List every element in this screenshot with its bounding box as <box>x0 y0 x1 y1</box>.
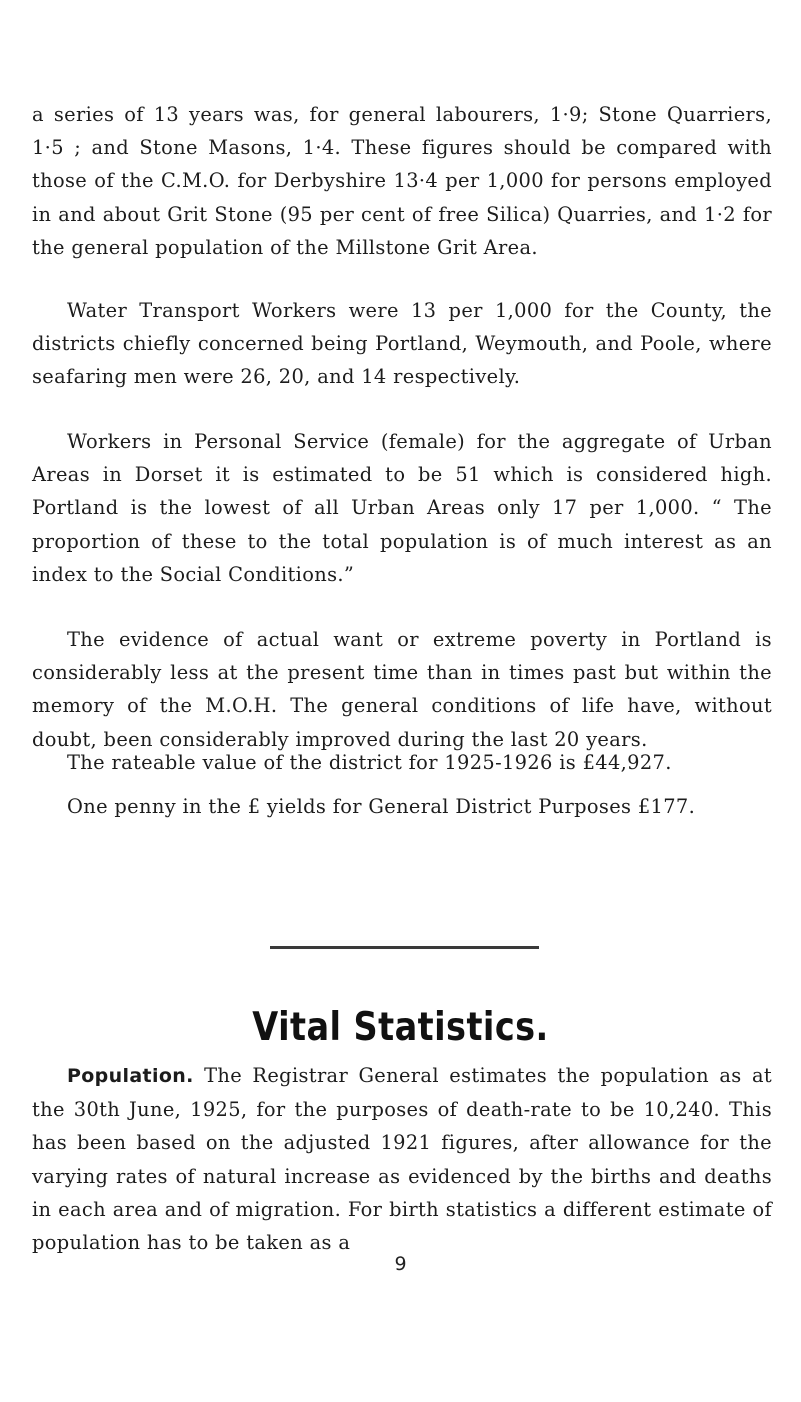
page-number: 9 <box>394 1253 407 1275</box>
paragraph-penny-rate: One penny in the £ yields for General District Purposes £177. <box>67 795 696 818</box>
paragraph-water-transport: Water Transport Workers were 13 per 1,000 for the County, the districts chiefly concerned being Portland, Weymouth, and Poole, where seafaring men were 26, 20, and 14 respectively. <box>32 299 772 389</box>
paragraph-population <box>32 1059 772 1259</box>
paragraph-mortality-rates: a series of 13 years was, for general labourers, 1·9; Stone Quarriers, 1·5 ; and Stone Masons, 1·4. These figures should be compared with those of the C.M.O. for Derbyshire 13·4 per 1,000 for persons employed in and about Grit Stone (95 per cent of free Silica) Quarries, and 1·2 for the general population of the Millstone Grit Area. <box>32 103 772 259</box>
paragraph-poverty: The evidence of actual want or extreme poverty in Portland is considerably less at the present time than in times past but within the memory of the M.O.H. The general conditions of life have, without doubt, been considerably improved during the last 20 years. <box>32 628 772 751</box>
section-heading: Vital Statistics. <box>252 1005 549 1050</box>
paragraph-rateable-value: The rateable value of the district for 1925-1926 is £44,927. <box>67 751 672 774</box>
section-divider-rule <box>270 946 539 949</box>
paragraph-personal-service: Workers in Personal Service (female) for the aggregate of Urban Areas in Dorset it is estimated to be 51 which is considered high. Portland is the lowest of all Urban Areas only 17 per 1,000. “ The proportion of these to the total population is of much interest as an index to the Social Conditions.” <box>32 430 772 586</box>
population-body-text: The Registrar General estimates the population as at the 30th June, 1925, for the purposes of death-rate to be 10,240. This has been based on the adjusted 1921 figures, after allowance for the varying rates of natural increase as evidenced by the births and deaths in each area and of migration. For birth statistics a different estimate of population has to be taken as a <box>32 1064 772 1255</box>
runin-heading: Population. <box>67 1065 194 1087</box>
